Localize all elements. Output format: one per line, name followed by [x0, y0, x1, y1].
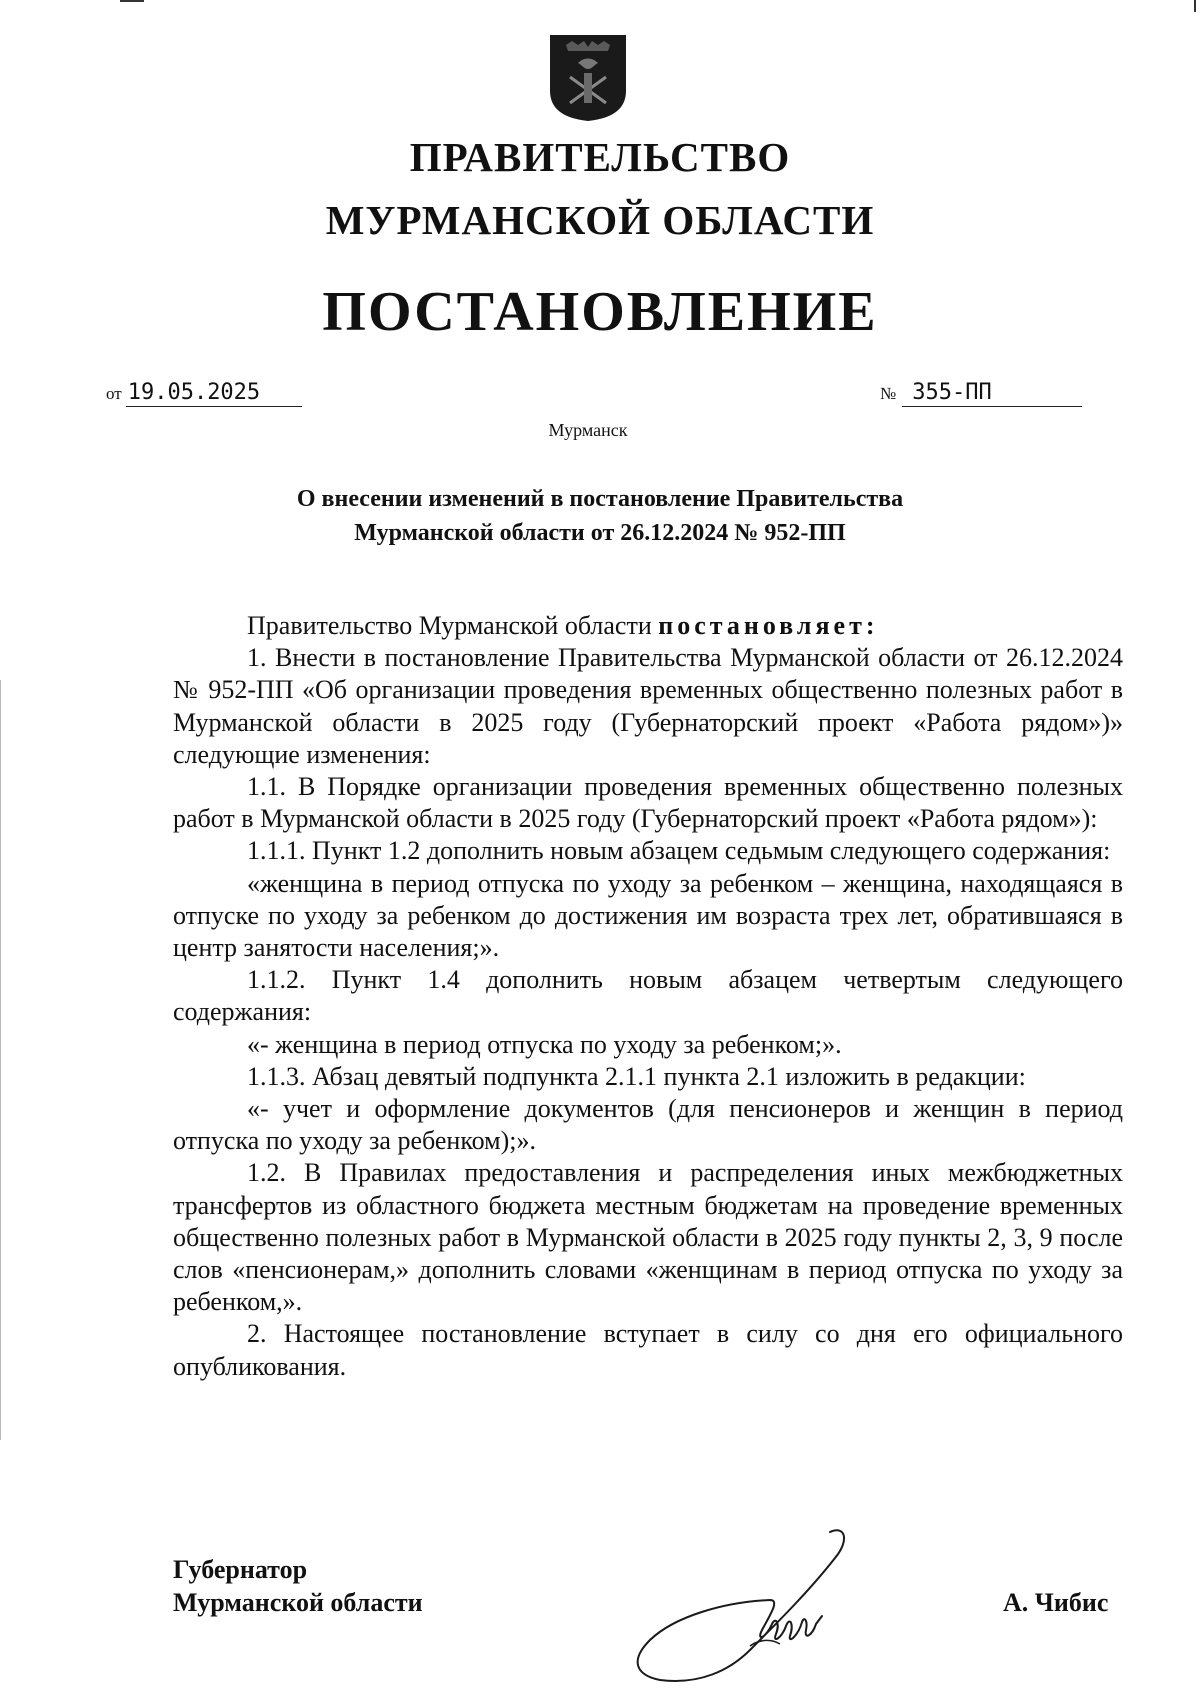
intro-paragraph [173, 610, 1123, 642]
government-name-line1: ПРАВИТЕЛЬСТВО [409, 134, 791, 180]
intro-text: Правительство Мурманской области [247, 611, 659, 640]
date-prefix: от [106, 384, 122, 403]
number-value: 355-ПП [902, 380, 1082, 407]
signer-name: А. Чибис [1003, 1588, 1109, 1617]
scan-mark-right [1194, 0, 1196, 12]
date-value: 19.05.2025 [126, 380, 302, 407]
scan-mark-top [120, 0, 144, 2]
paragraph-2: 2. Настоящее постановление вступает в силу со дня его официального опубликования. [173, 1319, 1123, 1381]
document-number [880, 380, 1082, 407]
document-subject [0, 482, 1200, 550]
paragraph-1-1: 1.1. В Порядке организации проведения временных общественно полезных работ в Мурманской области в 2025 году (Губернаторский проект «Работа рядом»): [173, 772, 1123, 834]
number-prefix: № [880, 384, 897, 403]
decision-word: постановляет: [658, 611, 879, 640]
subject-line1: О внесении изменений в постановление Правительства [296, 486, 904, 512]
position-line2: Мурманской области [173, 1588, 423, 1617]
paragraph-1-1-2: 1.1.2. Пункт 1.4 дополнить новым абзацем четвертым следующего содержания: [173, 965, 1123, 1027]
quote-women-definition: «женщина в период отпуска по уходу за ребенком – женщина, находящаяся в отпуске по уходу за ребенком до достижения им возраста трех лет, обратившаяся в центр занятости населения;». [173, 868, 1123, 963]
handwritten-signature-icon [630, 1520, 860, 1690]
paragraph-1-1-3: 1.1.3. Абзац девятый подпункта 2.1.1 пункта 2.1 изложить в редакции: [247, 1061, 1026, 1091]
paragraph-1-2: 1.2. В Правилах предоставления и распределения иных межбюджетных трансфертов из областного бюджета местным бюджетам на проведение временных общественно полезных работ в Мурманской области в 2025 году пункты 2, 3, 9 после слов «пенсионерам,» дополнить словами «женщинам в период отпуска по уходу за ребенком,». [173, 1158, 1123, 1317]
government-name-line2: МУРМАНСКОЙ ОБЛАСТИ [325, 197, 875, 243]
signer-position [173, 1553, 423, 1619]
position-line1: Губернатор [173, 1555, 308, 1584]
quote-document-accounting: «- учет и оформление документов (для пенсионеров и женщин в период отпуска по уходу за ребенком);». [173, 1094, 1123, 1156]
document-date [106, 380, 302, 407]
paragraph-1-1-1: 1.1.1. Пункт 1.2 дополнить новым абзацем седьмым следующего содержания: [247, 836, 1111, 866]
quote-women-category: «- женщина в период отпуска по уходу за ребенком;». [247, 1029, 842, 1059]
paragraph-1: 1. Внести в постановление Правительства Мурманской области от 26.12.2024 № 952-ПП «Об организации проведения временных общественно полезных работ в Мурманской области в 2025 году (Губернаторский проект «Работа рядом»)» следующие изменения: [173, 643, 1123, 769]
document-type-title: ПОСТАНОВЛЕНИЕ [322, 281, 878, 343]
subject-line2: Мурманской области от 26.12.2024 № 952-ПП [354, 520, 846, 546]
city-name: Мурманск [548, 420, 628, 440]
coat-of-arms-icon [548, 33, 628, 123]
document-body [173, 610, 1123, 1383]
scan-mark-left [0, 680, 1, 1440]
